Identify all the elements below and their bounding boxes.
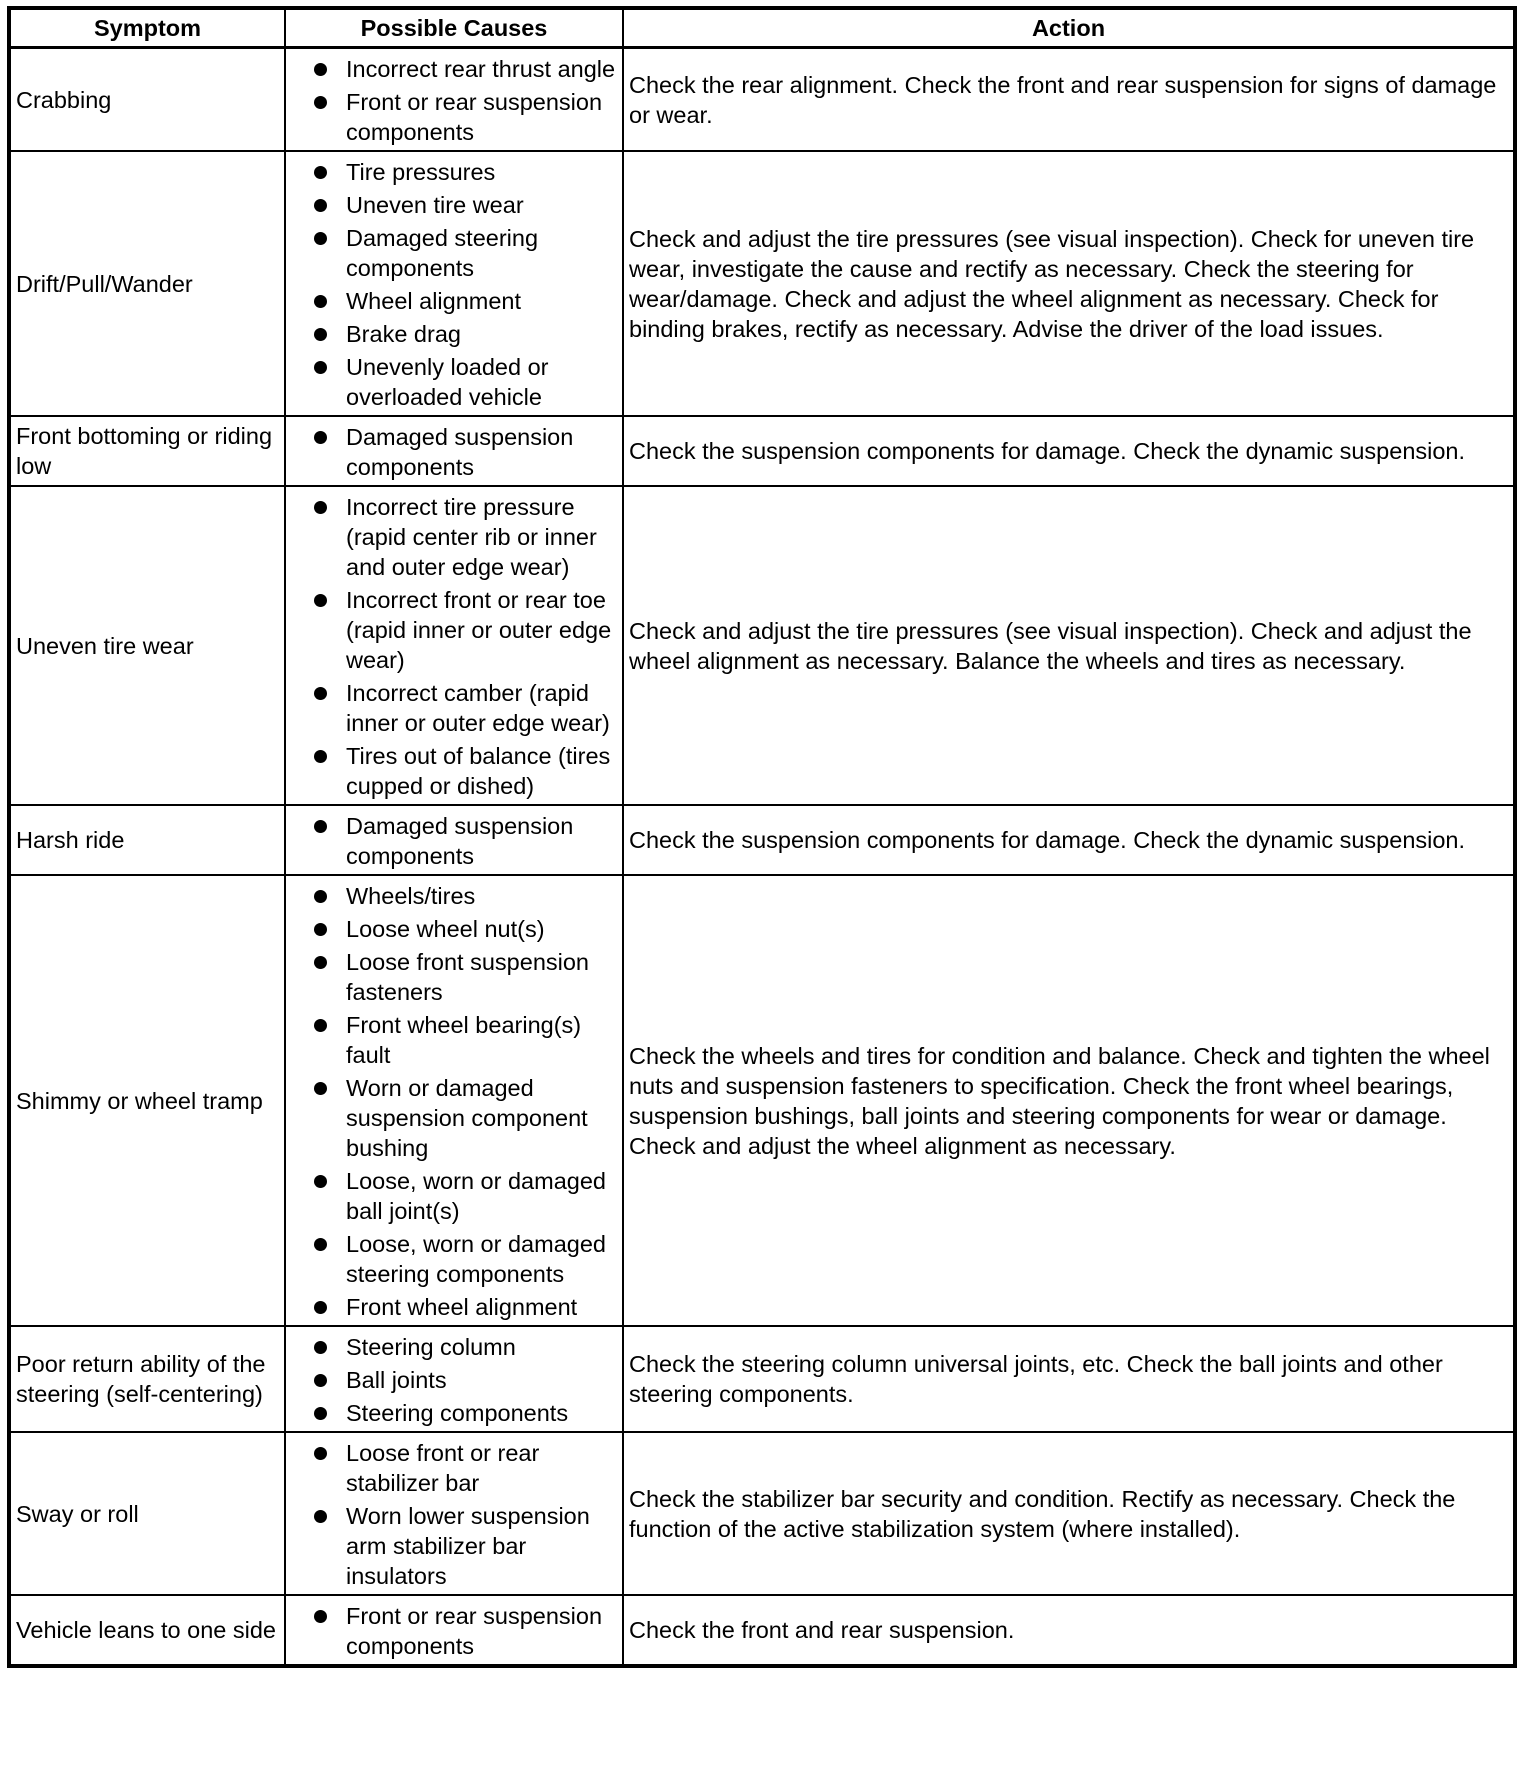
symptom-chart-table (7, 6, 1517, 1668)
cause-item (292, 1292, 616, 1322)
cause-item (292, 157, 616, 187)
causes-list (292, 881, 616, 1322)
bullet-icon (314, 431, 327, 444)
causes-cell (285, 1432, 623, 1595)
diagnosis-table-page (7, 6, 1513, 1668)
bullet-icon (314, 328, 327, 341)
table-row (9, 1432, 1515, 1595)
causes-list (292, 1601, 616, 1661)
table-row (9, 151, 1515, 416)
causes-cell (285, 1595, 623, 1666)
symptom-cell: Drift/Pull/Wander (9, 151, 285, 416)
cause-text: Incorrect camber (rapid inner or outer edge wear) (346, 680, 610, 736)
causes-list (292, 1438, 616, 1591)
cause-text: Wheel alignment (346, 288, 522, 314)
cause-item (292, 54, 616, 84)
cause-text: Worn or damaged suspension component bushing (346, 1075, 588, 1161)
cause-text: Worn lower suspension arm stabilizer bar insulators (346, 1503, 590, 1589)
cause-text: Incorrect front or rear toe (rapid inner or outer edge wear) (346, 587, 612, 673)
cause-item (292, 1501, 616, 1591)
table-body (9, 48, 1515, 1667)
cause-item (292, 914, 616, 944)
cause-text: Steering column (346, 1334, 516, 1360)
causes-list (292, 811, 616, 871)
cause-item (292, 1365, 616, 1395)
bullet-icon (314, 1447, 327, 1460)
cause-text: Loose front suspension fasteners (346, 949, 589, 1005)
causes-cell (285, 416, 623, 486)
cause-text: Steering components (346, 1400, 569, 1426)
action-cell: Check the stabilizer bar security and condition. Rectify as necessary. Check the function of the active stabilization system (where installed). (623, 1432, 1515, 1595)
table-row (9, 1326, 1515, 1432)
bullet-icon (314, 1082, 327, 1095)
cause-item (292, 87, 616, 147)
bullet-icon (314, 890, 327, 903)
cause-text: Loose, worn or damaged ball joint(s) (346, 1168, 606, 1224)
cause-item (292, 319, 616, 349)
cause-item (292, 881, 616, 911)
cause-item (292, 1010, 616, 1070)
header-action: Action (623, 8, 1515, 48)
bullet-icon (314, 96, 327, 109)
cause-text: Front or rear suspension components (346, 1603, 603, 1659)
symptom-cell: Crabbing (9, 48, 285, 152)
causes-cell (285, 875, 623, 1326)
cause-item (292, 1166, 616, 1226)
bullet-icon (314, 923, 327, 936)
cause-text: Loose front or rear stabilizer bar (346, 1440, 540, 1496)
cause-text: Damaged suspension components (346, 424, 574, 480)
bullet-icon (314, 594, 327, 607)
causes-cell (285, 48, 623, 152)
bullet-icon (314, 687, 327, 700)
cause-text: Loose wheel nut(s) (346, 916, 545, 942)
bullet-icon (314, 1341, 327, 1354)
cause-text: Wheels/tires (346, 883, 476, 909)
bullet-icon (314, 1510, 327, 1523)
cause-text: Damaged steering components (346, 225, 539, 281)
action-cell: Check and adjust the tire pressures (see visual inspection). Check and adjust the wheel alignment as necessary. Balance the wheels and tires as necessary. (623, 486, 1515, 805)
bullet-icon (314, 1407, 327, 1420)
bullet-icon (314, 361, 327, 374)
cause-item (292, 1332, 616, 1362)
cause-item (292, 352, 616, 412)
cause-item (292, 1601, 616, 1661)
cause-item (292, 1073, 616, 1163)
action-cell: Check the steering column universal joints, etc. Check the ball joints and other steering components. (623, 1326, 1515, 1432)
cause-item (292, 223, 616, 283)
bullet-icon (314, 199, 327, 212)
cause-item (292, 585, 616, 675)
cause-text: Uneven tire wear (346, 192, 524, 218)
bullet-icon (314, 750, 327, 763)
causes-cell (285, 805, 623, 875)
cause-text: Unevenly loaded or overloaded vehicle (346, 354, 549, 410)
cause-text: Front wheel bearing(s) fault (346, 1012, 582, 1068)
cause-text: Incorrect tire pressure (rapid center rib or inner and outer edge wear) (346, 494, 597, 580)
bullet-icon (314, 295, 327, 308)
cause-text: Ball joints (346, 1367, 447, 1393)
table-row (9, 416, 1515, 486)
symptom-cell: Sway or roll (9, 1432, 285, 1595)
cause-item (292, 741, 616, 801)
cause-item (292, 811, 616, 871)
bullet-icon (314, 166, 327, 179)
bullet-icon (314, 232, 327, 245)
table-row (9, 805, 1515, 875)
bullet-icon (314, 956, 327, 969)
header-row (9, 8, 1515, 48)
symptom-cell: Front bottoming or riding low (9, 416, 285, 486)
bullet-icon (314, 1610, 327, 1623)
causes-cell (285, 1326, 623, 1432)
action-cell: Check and adjust the tire pressures (see visual inspection). Check for uneven tire wear, investigate the cause and rectify as necessary. Check the steering for wear/damage. Check and adjust the wheel alignment as necessary. Check for binding brakes, rectify as necessary. Advise the driver of the load issues. (623, 151, 1515, 416)
causes-list (292, 492, 616, 801)
action-cell: Check the suspension components for damage. Check the dynamic suspension. (623, 805, 1515, 875)
symptom-cell: Vehicle leans to one side (9, 1595, 285, 1666)
bullet-icon (314, 820, 327, 833)
cause-item (292, 1438, 616, 1498)
bullet-icon (314, 1238, 327, 1251)
symptom-cell: Uneven tire wear (9, 486, 285, 805)
cause-text: Front or rear suspension components (346, 89, 603, 145)
cause-item (292, 286, 616, 316)
cause-item (292, 678, 616, 738)
bullet-icon (314, 501, 327, 514)
cause-text: Brake drag (346, 321, 461, 347)
causes-list (292, 422, 616, 482)
bullet-icon (314, 1301, 327, 1314)
causes-list (292, 157, 616, 412)
cause-text: Tires out of balance (tires cupped or dished) (346, 743, 611, 799)
cause-text: Loose, worn or damaged steering components (346, 1231, 606, 1287)
header-possible-causes: Possible Causes (285, 8, 623, 48)
table-row (9, 48, 1515, 152)
table-row (9, 1595, 1515, 1666)
bullet-icon (314, 1374, 327, 1387)
action-cell: Check the wheels and tires for condition and balance. Check and tighten the wheel nuts and suspension fasteners to specification. Check the front wheel bearings, suspension bushings, ball joints and steering components for wear or damage. Check and adjust the wheel alignment as necessary. (623, 875, 1515, 1326)
cause-text: Tire pressures (346, 159, 496, 185)
action-cell: Check the suspension components for damage. Check the dynamic suspension. (623, 416, 1515, 486)
bullet-icon (314, 1175, 327, 1188)
cause-item (292, 492, 616, 582)
cause-item (292, 1398, 616, 1428)
cause-item (292, 1229, 616, 1289)
action-cell: Check the front and rear suspension. (623, 1595, 1515, 1666)
bullet-icon (314, 63, 327, 76)
symptom-cell: Poor return ability of the steering (self-centering) (9, 1326, 285, 1432)
causes-list (292, 54, 616, 147)
symptom-cell: Harsh ride (9, 805, 285, 875)
cause-text: Damaged suspension components (346, 813, 574, 869)
causes-list (292, 1332, 616, 1428)
causes-cell (285, 151, 623, 416)
cause-item (292, 190, 616, 220)
header-symptom: Symptom (9, 8, 285, 48)
cause-text: Incorrect rear thrust angle (346, 56, 616, 82)
cause-item (292, 422, 616, 482)
symptom-cell: Shimmy or wheel tramp (9, 875, 285, 1326)
table-row (9, 875, 1515, 1326)
bullet-icon (314, 1019, 327, 1032)
causes-cell (285, 486, 623, 805)
cause-item (292, 947, 616, 1007)
cause-text: Front wheel alignment (346, 1294, 578, 1320)
action-cell: Check the rear alignment. Check the front and rear suspension for signs of damage or wear. (623, 48, 1515, 152)
table-row (9, 486, 1515, 805)
